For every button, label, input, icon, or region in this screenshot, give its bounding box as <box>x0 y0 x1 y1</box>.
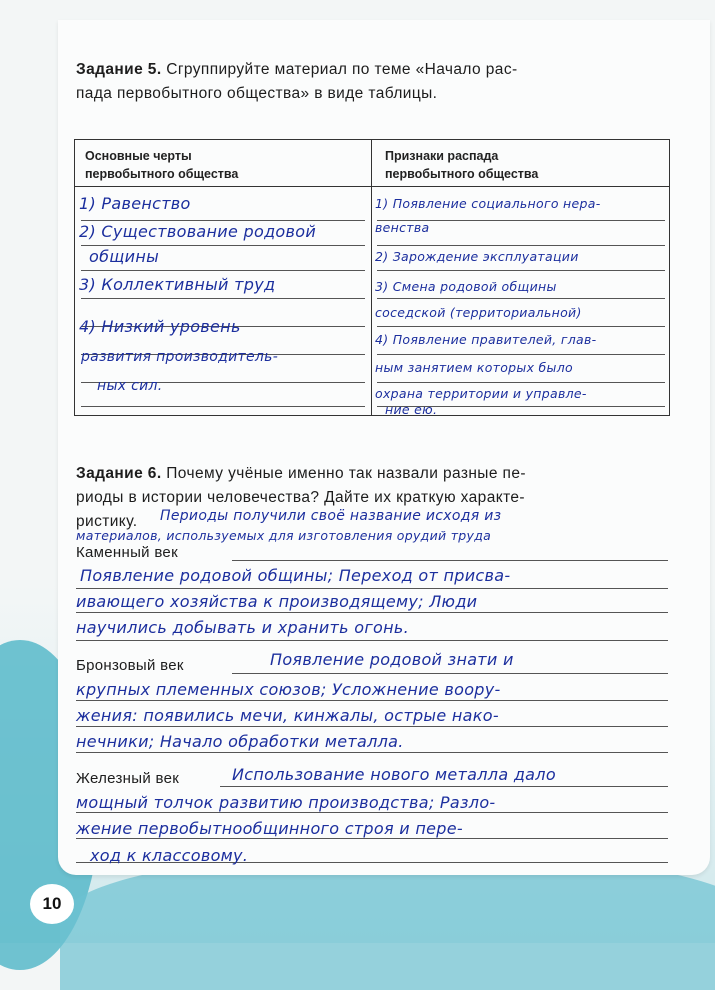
task5-text-line1: Сгруппируйте материал по теме «Начало рас- <box>166 61 518 78</box>
table-rule <box>81 406 365 407</box>
answer-rule <box>76 640 668 641</box>
task6-label: Задание 6. <box>76 465 162 482</box>
table-rule <box>377 354 665 355</box>
answer-rule <box>76 752 668 753</box>
table-column-divider <box>371 140 372 415</box>
table-rule <box>377 382 665 383</box>
col2-answer-line: 1) Появление социального нера- <box>375 196 601 211</box>
col2-answer-line: 4) Появление правителей, глав- <box>375 332 597 347</box>
iron-age-answer-line: мощный толчок развитию производства; Разло- <box>76 793 496 812</box>
table-rule <box>81 270 365 271</box>
iron-age-answer-line: Использование нового металла дало <box>232 765 556 784</box>
task6-heading <box>76 462 676 486</box>
col2-header-line1: Признаки распада <box>385 149 499 163</box>
col1-answer-line: развития производитель- <box>81 349 279 365</box>
col1-answer-line: 4) Низкий уровень <box>79 317 241 336</box>
col1-header-line2: первобытного общества <box>85 167 239 181</box>
answer-rule <box>232 560 668 561</box>
task5-label: Задание 5. <box>76 61 162 78</box>
task6-intro-answer: Периоды получили своё название исходя из <box>160 508 502 524</box>
table-rule <box>377 270 665 271</box>
table-rule <box>377 245 665 246</box>
table-rule <box>377 298 665 299</box>
table-header-divider <box>75 186 669 187</box>
bronze-age-answer-line: жения: появились мечи, кинжалы, острые нако- <box>76 706 499 725</box>
bronze-age-answer-line: Появление родовой знати и <box>270 650 514 669</box>
col1-answer-line: 3) Коллективный труд <box>79 275 276 294</box>
task5-text-line2: пада первобытного общества» в виде таблицы. <box>76 85 438 102</box>
iron-age-answer-line: ход к классовому. <box>90 846 249 865</box>
col2-answer-line: соседской (территориальной) <box>375 305 582 320</box>
col1-header-line1: Основные черты <box>85 149 192 163</box>
col2-answer-line: венства <box>375 220 430 235</box>
answer-rule <box>76 812 668 813</box>
col2-answer-line: ным занятием которых было <box>375 360 573 375</box>
table-rule <box>377 326 665 327</box>
col2-header-line2: первобытного общества <box>385 167 539 181</box>
answer-rule <box>220 786 668 787</box>
iron-age-label: Железный век <box>76 770 180 787</box>
answer-rule <box>76 588 668 589</box>
bronze-age-answer-line: крупных племенных союзов; Усложнение воору- <box>76 680 501 699</box>
task6-text-line3: ристику. <box>76 513 138 530</box>
bronze-age-label: Бронзовый век <box>76 657 184 674</box>
table-rule <box>81 220 365 221</box>
bronze-age-answer-line: нечники; Начало обработки металла. <box>76 732 404 751</box>
answer-rule <box>76 838 668 839</box>
task6-text-line1: Почему учёные именно так назвали разные пе- <box>166 465 526 482</box>
col1-answer-line: 1) Равенство <box>79 194 191 213</box>
task6-intro-answer: материалов, используемых для изготовления орудий труда <box>76 528 492 543</box>
answer-rule <box>76 700 668 701</box>
stone-age-answer-line: ивающего хозяйства к производящему; Люди <box>76 592 478 611</box>
page-number: 10 <box>30 884 74 924</box>
col2-answer-line: ние ею. <box>385 402 438 417</box>
answer-rule <box>76 726 668 727</box>
table-header-col1 <box>85 147 238 183</box>
answer-rule <box>76 612 668 613</box>
col1-answer-line: 2) Существование родовой <box>79 222 317 241</box>
stone-age-label: Каменный век <box>76 544 178 561</box>
col1-answer-line: общины <box>89 247 160 266</box>
answer-rule <box>232 673 668 674</box>
answer-table <box>74 139 670 416</box>
table-rule <box>81 298 365 299</box>
col2-answer-line: 2) Зарождение эксплуатации <box>375 249 579 264</box>
table-header-col2 <box>385 147 538 183</box>
col2-answer-line: охрана территории и управле- <box>375 386 587 401</box>
table-rule <box>81 245 365 246</box>
iron-age-answer-line: жение первобытнообщинного строя и пере- <box>76 819 463 838</box>
col1-answer-line: ных сил. <box>97 378 163 394</box>
stone-age-answer-line: Появление родовой общины; Переход от присва- <box>80 566 511 585</box>
col2-answer-line: 3) Смена родовой общины <box>375 279 557 294</box>
stone-age-answer-line: научились добывать и хранить огонь. <box>76 618 410 637</box>
task5-heading <box>76 58 676 82</box>
task6-text-line2: риоды в истории человечества? Дайте их краткую характе- <box>76 489 525 506</box>
